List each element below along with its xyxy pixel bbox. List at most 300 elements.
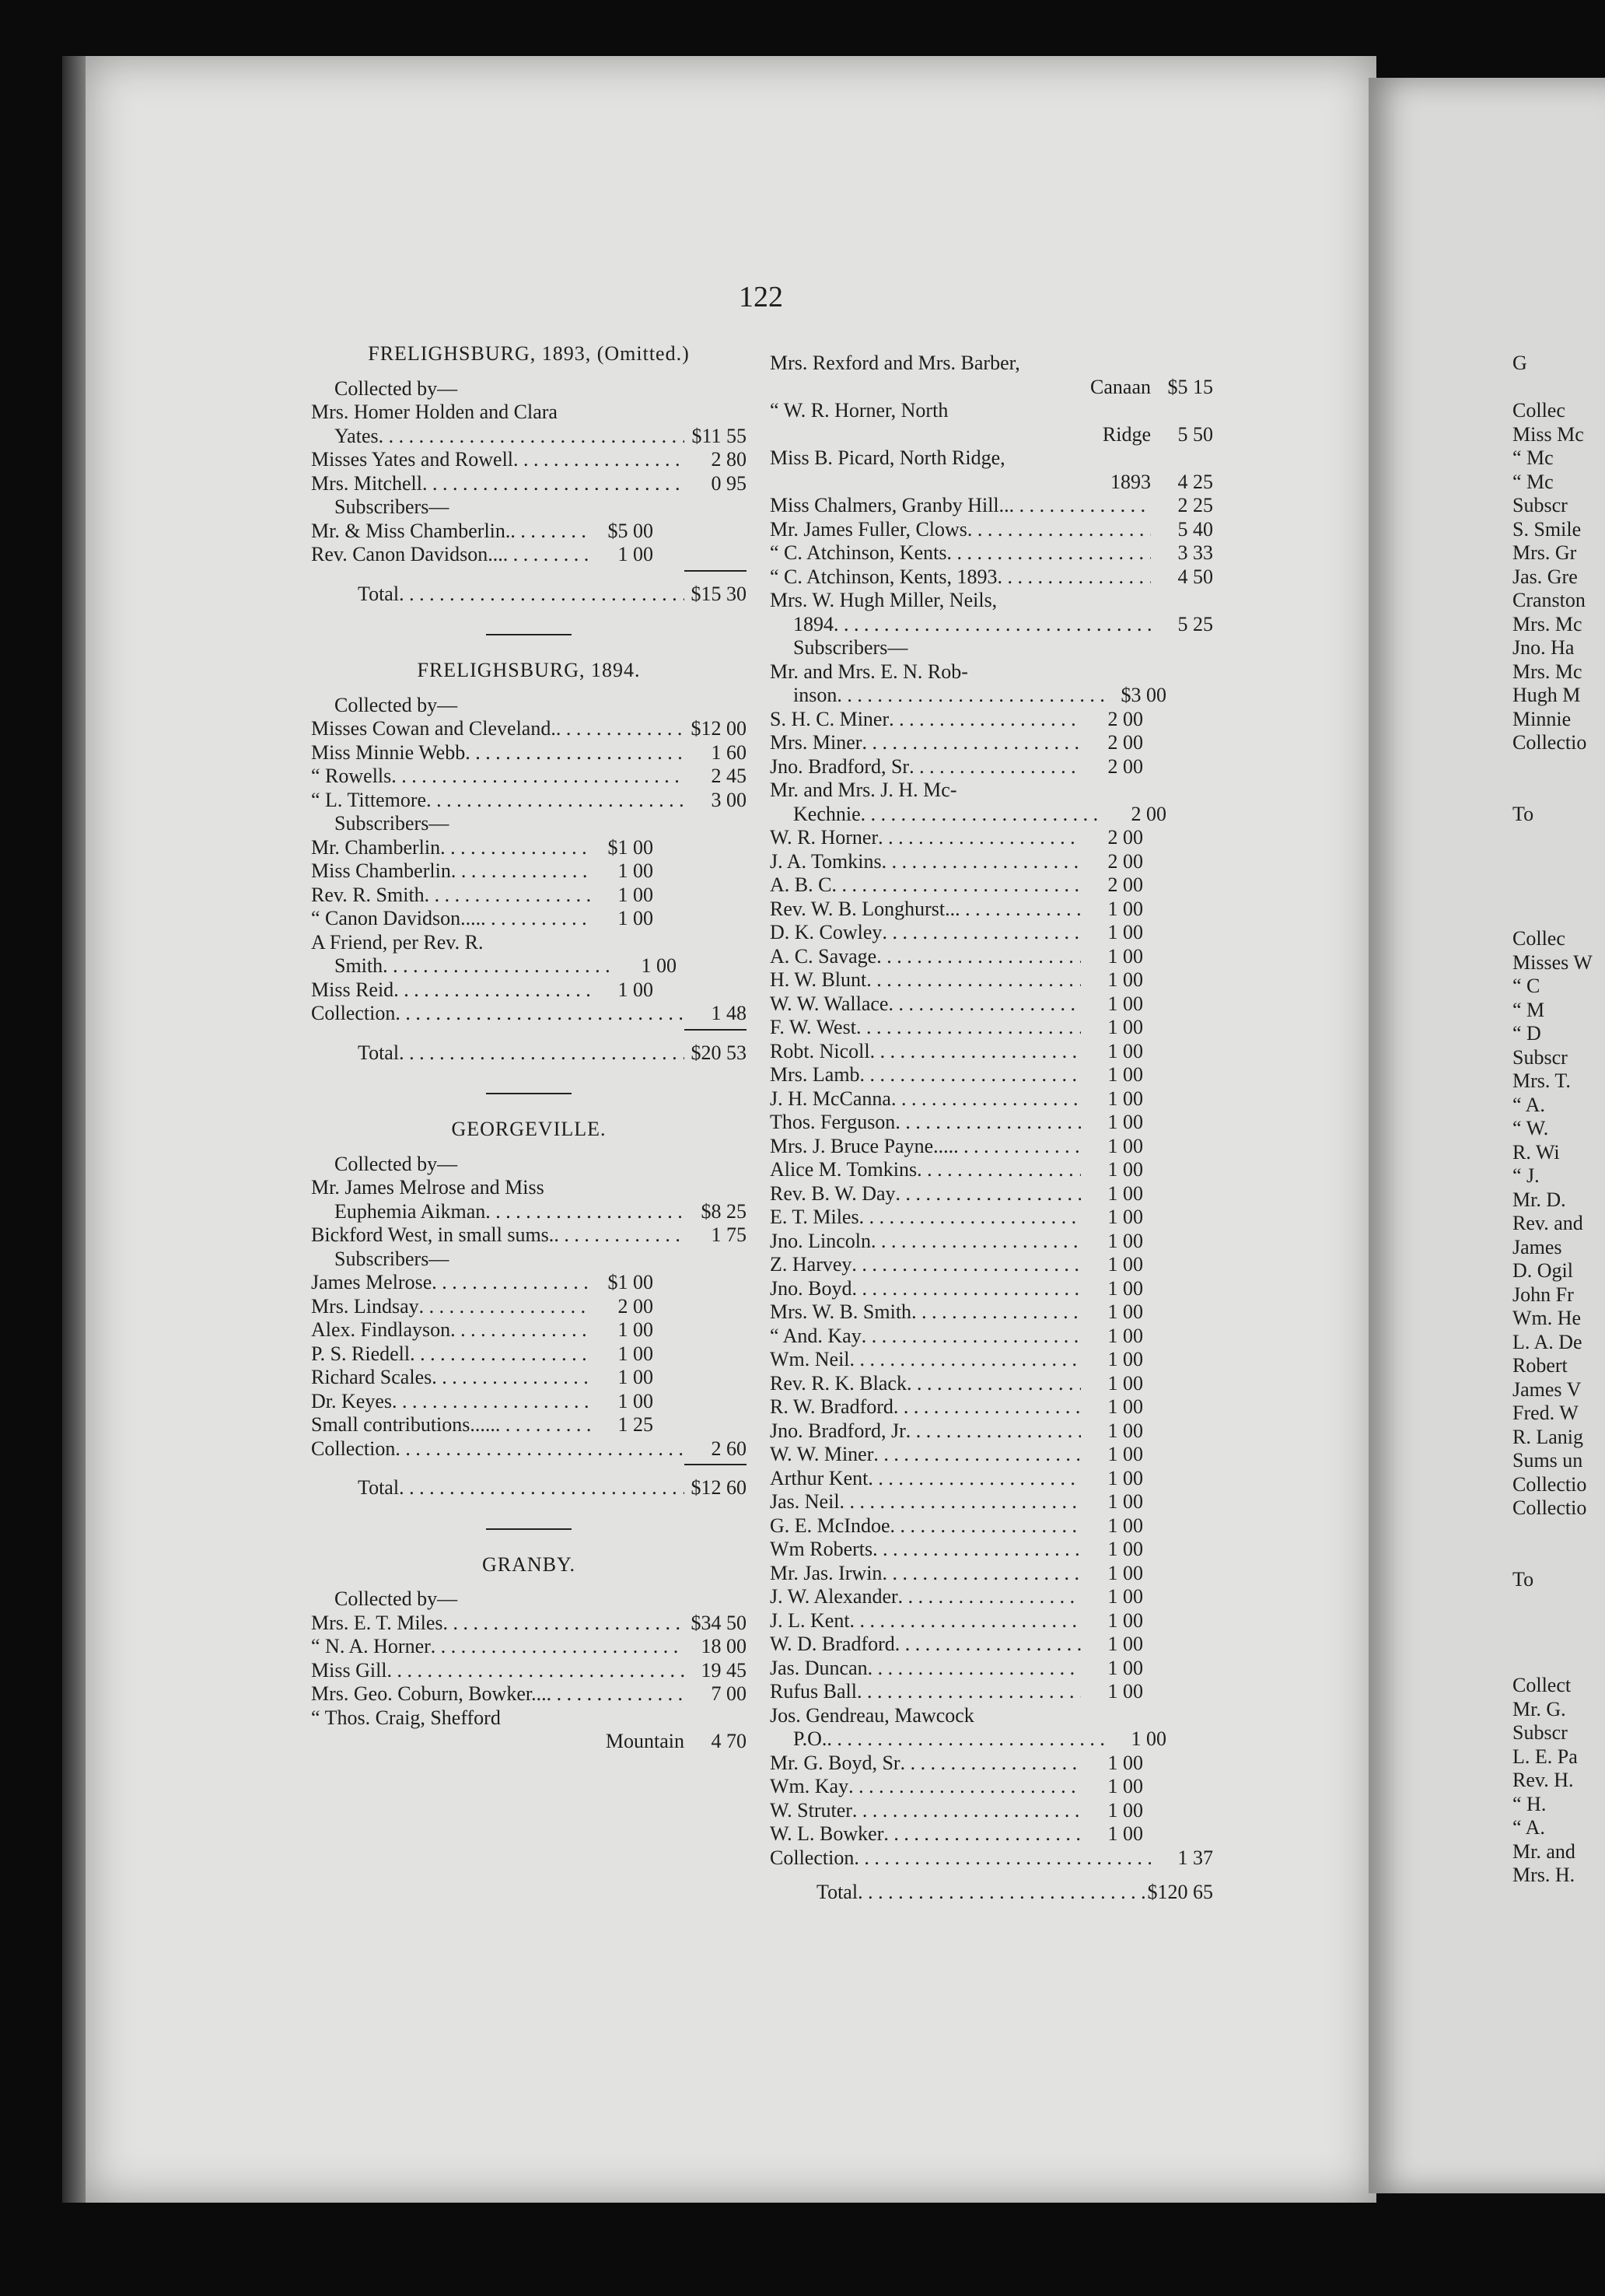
entry-amount: 3 00 bbox=[711, 788, 747, 811]
entry-row bbox=[770, 589, 1213, 613]
leader-dots bbox=[837, 684, 1104, 708]
fragment-line bbox=[1512, 1521, 1593, 1545]
leader-dots bbox=[848, 1775, 1081, 1799]
entry-name: Mrs. E. T. Miles bbox=[311, 1611, 443, 1634]
entry-amount: 1 60 bbox=[711, 740, 747, 764]
fragment-line: Collect bbox=[1512, 1674, 1572, 1696]
fragment-line: Miss Mc bbox=[1512, 422, 1584, 446]
fragment-line: Minnie bbox=[1512, 707, 1572, 730]
section-heading: GEORGEVILLE. bbox=[451, 1118, 607, 1140]
fragment-line: Sums un bbox=[1512, 1449, 1583, 1472]
fragment-line: Subscr bbox=[1512, 1045, 1568, 1069]
entry-row bbox=[311, 717, 747, 741]
entry-row bbox=[770, 1846, 1213, 1871]
fragment-line: To bbox=[1512, 802, 1534, 825]
subscriber-row bbox=[770, 1562, 1143, 1586]
subscriber-row bbox=[770, 1206, 1143, 1230]
fragment-block bbox=[1512, 927, 1593, 1591]
entry-row bbox=[311, 401, 747, 425]
subscriber-row bbox=[770, 803, 1166, 827]
entry-row bbox=[311, 1476, 747, 1500]
entry-amount: 2 00 bbox=[1107, 873, 1143, 896]
entry-amount: $11 55 bbox=[691, 424, 747, 447]
subscriber-row bbox=[770, 1040, 1143, 1064]
fragment-line bbox=[1512, 755, 1586, 779]
subscriber-row bbox=[311, 543, 653, 567]
entry-name: Wm. Kay bbox=[770, 1775, 849, 1797]
subscriber-row bbox=[770, 1680, 1143, 1704]
entry-name: Misses Cowan and Cleveland. bbox=[311, 717, 556, 740]
fragment-line: “ A. bbox=[1512, 1816, 1545, 1839]
entry-row bbox=[770, 518, 1213, 542]
fragment-line: Misses W bbox=[1512, 950, 1593, 974]
leader-dots bbox=[485, 1200, 684, 1224]
leader-dots bbox=[889, 708, 1081, 732]
subscriber-row bbox=[770, 1657, 1143, 1681]
entry-name: Miss Reid bbox=[311, 978, 394, 1001]
entry-name: J. L. Kent bbox=[770, 1608, 850, 1632]
entry-amount: $12 00 bbox=[691, 717, 747, 740]
entry-amount: 1 00 bbox=[1107, 1561, 1143, 1584]
entry-amount: 1 00 bbox=[1107, 1538, 1143, 1560]
entry-amount: 1 00 bbox=[617, 883, 653, 906]
entry-amount: 1 00 bbox=[1107, 1680, 1143, 1703]
entry-amount: 2 80 bbox=[711, 448, 747, 471]
leader-dots bbox=[873, 1443, 1081, 1467]
fragment-line: “ C bbox=[1512, 975, 1540, 997]
fragment-line: Mrs. Gr bbox=[1512, 541, 1577, 564]
entry-name: Kechnie bbox=[793, 802, 861, 825]
leader-dots bbox=[850, 1609, 1081, 1633]
subscriber-row bbox=[311, 1271, 653, 1295]
entry-row bbox=[770, 376, 1213, 400]
entry-name: W. R. Horner bbox=[770, 826, 879, 849]
leader-dots bbox=[878, 826, 1081, 850]
entry-amount: 1 00 bbox=[617, 859, 653, 882]
entry-name: D. K. Cowley bbox=[770, 921, 883, 943]
fragment-line bbox=[1512, 1544, 1593, 1568]
fragment-line bbox=[1512, 376, 1586, 400]
entry-amount: 1 00 bbox=[1107, 1324, 1143, 1347]
entry-amount: 2 00 bbox=[1107, 849, 1143, 873]
entry-name: Dr. Keyes bbox=[311, 1389, 392, 1412]
entry-amount: 1 00 bbox=[1107, 1253, 1143, 1276]
entry-row bbox=[311, 1437, 747, 1461]
section-heading: GRANBY. bbox=[482, 1552, 575, 1576]
entry-amount: $120 65 bbox=[1147, 1881, 1213, 1903]
subscriber-row bbox=[311, 1295, 653, 1319]
left-column bbox=[311, 342, 747, 1754]
subscriber-row bbox=[770, 1395, 1143, 1419]
entry-name: Rev. R. Smith bbox=[311, 883, 425, 906]
fragment-line: Collectio bbox=[1512, 1496, 1587, 1519]
entry-name: H. W. Blunt bbox=[770, 968, 867, 991]
leader-dots bbox=[465, 741, 684, 765]
entry-row bbox=[311, 1176, 747, 1200]
fragment-line: S. Smile bbox=[1512, 517, 1582, 541]
entry-name: James Melrose bbox=[311, 1271, 432, 1293]
fragment-line: Robert bbox=[1512, 1354, 1568, 1377]
entry-row bbox=[311, 1682, 747, 1706]
entry-amount: 1 00 bbox=[1107, 1608, 1143, 1632]
entry-amount: 5 25 bbox=[1177, 612, 1213, 635]
entry-name: Mrs. Lindsay bbox=[311, 1294, 419, 1318]
entry-amount: 2 00 bbox=[1107, 826, 1143, 849]
subscriber-row bbox=[311, 907, 653, 931]
entry-name: Arthur Kent bbox=[770, 1466, 869, 1489]
entry-name: Mrs. Lamb bbox=[770, 1063, 860, 1086]
entry-name: Collection bbox=[311, 1437, 396, 1460]
fragment-line: Rev. and bbox=[1512, 1212, 1583, 1234]
entry-name: Jno. Boyd bbox=[770, 1276, 852, 1300]
spacer bbox=[770, 1870, 1213, 1881]
entry-name: Robt. Nicoll bbox=[770, 1039, 870, 1062]
leader-dots bbox=[431, 1635, 684, 1659]
leader-dots bbox=[900, 1752, 1081, 1776]
entry-amount: $5 00 bbox=[607, 519, 653, 542]
entry-name: Ridge bbox=[1102, 422, 1151, 446]
entry-name: R. W. Bradford bbox=[770, 1395, 893, 1418]
entry-name: P.O. bbox=[793, 1727, 827, 1750]
entry-name: “ N. A. Horner bbox=[311, 1635, 431, 1657]
entry-name: Jno. Bradford, Jr bbox=[770, 1419, 906, 1442]
leader-dots bbox=[827, 1727, 1104, 1752]
leader-dots bbox=[947, 541, 1152, 565]
leader-dots bbox=[858, 1881, 1147, 1905]
entry-row bbox=[311, 741, 747, 765]
subscribers-label: Subscribers— bbox=[334, 812, 449, 835]
subscriber-row bbox=[311, 884, 653, 908]
entry-amount: 1 00 bbox=[617, 1366, 653, 1388]
entry-name: Collection bbox=[311, 1002, 396, 1024]
entry-row bbox=[770, 494, 1213, 518]
entry-name: Mr. G. Boyd, Sr bbox=[770, 1751, 900, 1774]
leader-dots bbox=[895, 1633, 1081, 1657]
entry-name: J. W. Alexander bbox=[770, 1585, 898, 1608]
fragment-line: L. E. Pa bbox=[1512, 1745, 1578, 1768]
entry-name: Smith bbox=[334, 954, 383, 977]
entry-name: W. W. Miner bbox=[770, 1443, 874, 1465]
leader-dots bbox=[831, 873, 1081, 898]
entry-row bbox=[311, 1706, 747, 1731]
entry-name: Mrs. Rexford and Mrs. Barber, bbox=[770, 352, 1020, 374]
entry-amount: 2 25 bbox=[1177, 494, 1213, 516]
entry-name: Jas. Duncan bbox=[770, 1656, 868, 1679]
subscriber-row bbox=[770, 1277, 1143, 1301]
leader-dots bbox=[888, 992, 1081, 1017]
subscriber-row bbox=[770, 1182, 1143, 1206]
leader-dots bbox=[911, 1300, 1081, 1325]
leader-dots bbox=[850, 1348, 1081, 1372]
entry-amount: 2 00 bbox=[1131, 802, 1166, 825]
entry-amount: 1 00 bbox=[1107, 1751, 1143, 1774]
fragment-line: Hugh M bbox=[1512, 684, 1581, 706]
entry-name: 1893 bbox=[1110, 470, 1151, 493]
entry-name: Collection bbox=[770, 1846, 855, 1869]
entry-name: Alex. Findlayson bbox=[311, 1318, 451, 1341]
leader-dots bbox=[955, 898, 1081, 922]
entry-name: Total bbox=[358, 1476, 400, 1499]
leader-dots bbox=[857, 1680, 1081, 1704]
subscriber-row bbox=[770, 1822, 1143, 1846]
entry-name: Wm. Neil bbox=[770, 1348, 850, 1370]
entry-amount: 1 00 bbox=[1107, 1348, 1143, 1370]
fragment-line: Jno. Ha bbox=[1512, 636, 1575, 659]
entry-name: inson bbox=[793, 684, 837, 706]
entry-name: Richard Scales bbox=[311, 1366, 432, 1388]
section-divider bbox=[486, 634, 572, 635]
leader-dots bbox=[440, 836, 591, 860]
entry-name: Mrs. Geo. Coburn, Bowker... bbox=[311, 1682, 547, 1705]
leader-dots bbox=[862, 731, 1081, 755]
entry-amount: 1 00 bbox=[1107, 1206, 1143, 1228]
entry-row bbox=[770, 613, 1213, 637]
subscriber-row bbox=[311, 954, 677, 978]
section-heading: FRELIGHSBURG, 1893, (Omitted.) bbox=[368, 342, 690, 365]
leader-dots bbox=[425, 884, 591, 908]
section-divider bbox=[486, 1093, 572, 1094]
subscriber-row bbox=[770, 1467, 1143, 1491]
entry-name: J. A. Tomkins bbox=[770, 849, 882, 873]
entry-amount: 1 00 bbox=[1107, 1158, 1143, 1181]
entry-name: Mrs. Homer Holden and Clara bbox=[311, 401, 558, 423]
fragment-line: Subscr bbox=[1512, 1721, 1568, 1744]
leader-dots bbox=[395, 1002, 684, 1026]
entry-amount: 19 45 bbox=[701, 1658, 747, 1682]
entry-name: “ Rowells bbox=[311, 765, 392, 787]
leader-dots bbox=[395, 1437, 684, 1461]
fragment-line: Mr. D. bbox=[1512, 1188, 1566, 1211]
entry-row bbox=[311, 1200, 747, 1224]
entry-amount: 1 00 bbox=[1107, 992, 1143, 1015]
entry-name: Mr. James Fuller, Clows bbox=[770, 517, 967, 541]
subscriber-row bbox=[770, 708, 1143, 732]
entry-amount: 1 00 bbox=[1107, 1466, 1143, 1489]
entry-amount: 1 37 bbox=[1177, 1846, 1213, 1869]
entry-amount: 0 95 bbox=[711, 471, 747, 495]
entry-row bbox=[770, 399, 1213, 423]
fragment-line: R. Lanig bbox=[1512, 1425, 1583, 1448]
leader-dots bbox=[419, 1295, 591, 1319]
entry-amount: $34 50 bbox=[691, 1611, 747, 1634]
fragment-line: Collectio bbox=[1512, 731, 1587, 754]
entry-amount: 2 00 bbox=[1107, 707, 1143, 730]
subscriber-row bbox=[311, 836, 653, 860]
leader-dots bbox=[876, 945, 1081, 969]
entry-amount: 1 00 bbox=[1107, 1798, 1143, 1822]
leader-dots bbox=[891, 1087, 1081, 1111]
entry-name: “ Canon Davidson.... bbox=[311, 907, 481, 929]
subscriber-row bbox=[770, 1585, 1143, 1609]
leader-dots bbox=[393, 978, 591, 1003]
leader-dots bbox=[422, 472, 684, 496]
entry-row bbox=[770, 471, 1213, 495]
fragment-line: Mrs. Mc bbox=[1512, 660, 1582, 683]
entry-amount: 1 00 bbox=[1107, 921, 1143, 943]
leader-dots bbox=[893, 1395, 1081, 1419]
entry-name: Misses Yates and Rowell bbox=[311, 448, 514, 471]
entry-name: Rev. B. W. Day bbox=[770, 1181, 896, 1205]
leader-dots bbox=[859, 1206, 1081, 1230]
subscriber-row bbox=[311, 520, 653, 544]
leader-dots bbox=[851, 1253, 1081, 1277]
entry-row bbox=[311, 583, 747, 607]
entry-name: P. S. Riedell bbox=[311, 1342, 411, 1365]
entry-amount: $8 25 bbox=[701, 1199, 747, 1223]
entry-name: “ L. Tittemore bbox=[311, 788, 427, 811]
entry-name: Total bbox=[358, 582, 400, 605]
subscriber-row bbox=[770, 1087, 1143, 1111]
entry-name: A Friend, per Rev. R. bbox=[311, 930, 484, 954]
fragment-line: “ D bbox=[1512, 1022, 1541, 1045]
spacer bbox=[311, 1577, 747, 1587]
entry-name: A. C. Savage bbox=[770, 944, 877, 968]
entry-name: Jno. Lincoln bbox=[770, 1229, 871, 1252]
subscriber-row bbox=[770, 1300, 1143, 1325]
entry-name: G. E. McIndoe bbox=[770, 1514, 890, 1537]
entry-name: Jos. Gendreau, Mawcock bbox=[770, 1703, 974, 1727]
entry-amount: 4 25 bbox=[1177, 470, 1213, 493]
entry-row bbox=[311, 1612, 747, 1636]
entry-amount: 1 00 bbox=[1107, 968, 1143, 991]
entry-amount: 1 00 bbox=[1107, 1063, 1143, 1086]
leader-dots bbox=[898, 1585, 1081, 1609]
subscriber-row bbox=[770, 1609, 1143, 1633]
entry-amount: 4 50 bbox=[1177, 565, 1213, 588]
fragment-line: Jas. Gre bbox=[1512, 565, 1578, 588]
subscriber-row bbox=[311, 1342, 653, 1367]
fragment-line: Wm. He bbox=[1512, 1307, 1582, 1329]
entry-name: W. W. Wallace bbox=[770, 992, 889, 1015]
entry-amount: 1 48 bbox=[711, 1002, 747, 1024]
leader-dots bbox=[383, 954, 614, 978]
fragment-line: Subscr bbox=[1512, 494, 1568, 516]
subscriber-row bbox=[770, 968, 1143, 992]
leader-dots bbox=[862, 1325, 1081, 1349]
entry-amount: 1 00 bbox=[617, 1342, 653, 1365]
entry-amount: 1 00 bbox=[617, 978, 653, 1001]
leader-dots bbox=[871, 1230, 1081, 1254]
leader-dots bbox=[834, 613, 1151, 637]
spacer bbox=[311, 366, 747, 377]
leader-dots bbox=[861, 803, 1104, 827]
fragment-line: Rev. H. bbox=[1512, 1769, 1574, 1791]
leader-dots bbox=[503, 543, 591, 567]
subscriber-row bbox=[311, 1366, 653, 1390]
leader-dots bbox=[882, 1562, 1081, 1586]
entry-name: W. L. Bowker bbox=[770, 1822, 884, 1845]
fragment-line: “ W. bbox=[1512, 1117, 1549, 1139]
entry-name: Euphemia Aikman bbox=[334, 1199, 486, 1223]
leader-dots bbox=[513, 448, 684, 472]
subscriber-row bbox=[770, 992, 1143, 1017]
entry-name: “ C. Atchinson, Kents, 1893 bbox=[770, 565, 998, 588]
entry-amount: $12 60 bbox=[691, 1476, 747, 1499]
entry-name: E. T. Miles bbox=[770, 1206, 859, 1228]
leader-dots bbox=[451, 859, 591, 884]
fragment-line: Collec bbox=[1512, 399, 1565, 422]
entry-amount: 1 00 bbox=[1107, 1039, 1143, 1062]
leader-dots bbox=[906, 1419, 1081, 1444]
subscriber-row bbox=[311, 1413, 653, 1437]
entry-amount: 1 00 bbox=[1107, 1300, 1143, 1323]
leader-dots bbox=[432, 1366, 591, 1390]
leader-dots bbox=[442, 1612, 684, 1636]
collected-by-label: Collected by— bbox=[334, 693, 458, 716]
entry-name: Mrs. Miner bbox=[770, 731, 862, 754]
entry-row bbox=[770, 541, 1213, 565]
leader-dots bbox=[1009, 494, 1151, 518]
fragment-line: Cranston bbox=[1512, 589, 1586, 611]
entry-amount: 1 00 bbox=[1107, 1371, 1143, 1395]
entry-name: W. D. Bradford bbox=[770, 1633, 895, 1655]
entry-name: Mr. & Miss Chamberlin. bbox=[311, 519, 511, 542]
entry-amount: 1 25 bbox=[617, 1413, 653, 1436]
subscriber-row bbox=[770, 1016, 1143, 1040]
entry-name: Bickford West, in small sums. bbox=[311, 1223, 554, 1246]
fragment-line: James V bbox=[1512, 1377, 1582, 1401]
subscriber-row bbox=[770, 1490, 1143, 1514]
entry-name: Total bbox=[816, 1881, 858, 1903]
leader-dots bbox=[840, 1490, 1081, 1514]
entry-amount: $15 30 bbox=[691, 582, 747, 605]
entry-name: Mr. and Mrs. E. N. Rob- bbox=[770, 660, 968, 683]
entry-name: Alice M. Tomkins bbox=[770, 1158, 918, 1181]
entry-amount: 1 00 bbox=[1107, 1395, 1143, 1418]
fragment-line: Mr. G. bbox=[1512, 1697, 1566, 1720]
entry-amount: 1 00 bbox=[1107, 1134, 1143, 1157]
entry-name: “ And. Kay bbox=[770, 1324, 862, 1347]
leader-dots bbox=[495, 1413, 591, 1437]
entry-amount: 1 00 bbox=[641, 954, 677, 977]
entry-amount: 2 00 bbox=[1107, 731, 1143, 754]
entry-name: F. W. West bbox=[770, 1016, 856, 1038]
collected-by-label: Collected by— bbox=[334, 376, 458, 400]
spacer bbox=[311, 683, 747, 694]
fragment-line: R. Wi bbox=[1512, 1140, 1560, 1164]
subscriber-row bbox=[770, 684, 1166, 708]
entry-row bbox=[311, 448, 747, 472]
entry-amount: 2 00 bbox=[617, 1294, 653, 1318]
entry-amount: 1 00 bbox=[1107, 1775, 1143, 1797]
entry-name: Canaan bbox=[1090, 375, 1151, 398]
entry-row bbox=[311, 789, 747, 813]
entry-name: Thos. Ferguson bbox=[770, 1111, 896, 1133]
subscriber-row bbox=[770, 1799, 1143, 1823]
subscriber-row bbox=[770, 1135, 1143, 1159]
entry-name: “ W. R. Horner, North bbox=[770, 399, 949, 422]
leader-dots bbox=[860, 1063, 1081, 1087]
entry-amount: 1 00 bbox=[1107, 1087, 1143, 1110]
entry-amount: $3 00 bbox=[1121, 684, 1166, 706]
leader-dots bbox=[909, 755, 1081, 779]
leader-dots bbox=[510, 520, 591, 544]
subscriber-row bbox=[770, 1538, 1143, 1562]
subscriber-row bbox=[311, 978, 653, 1003]
entry-name: Total bbox=[358, 1041, 400, 1064]
fragment-line: L. A. De bbox=[1512, 1330, 1582, 1353]
entry-amount: 1 00 bbox=[1107, 1276, 1143, 1300]
entry-amount: 1 00 bbox=[1107, 1181, 1143, 1205]
subscriber-row bbox=[770, 1775, 1143, 1799]
leader-dots bbox=[870, 1040, 1081, 1064]
entry-amount: 1 00 bbox=[1107, 1514, 1143, 1537]
entry-row bbox=[311, 1002, 747, 1026]
leader-dots bbox=[379, 425, 684, 449]
leader-dots bbox=[426, 789, 684, 813]
leader-dots bbox=[967, 518, 1151, 542]
fragment-line: To bbox=[1512, 1567, 1534, 1591]
